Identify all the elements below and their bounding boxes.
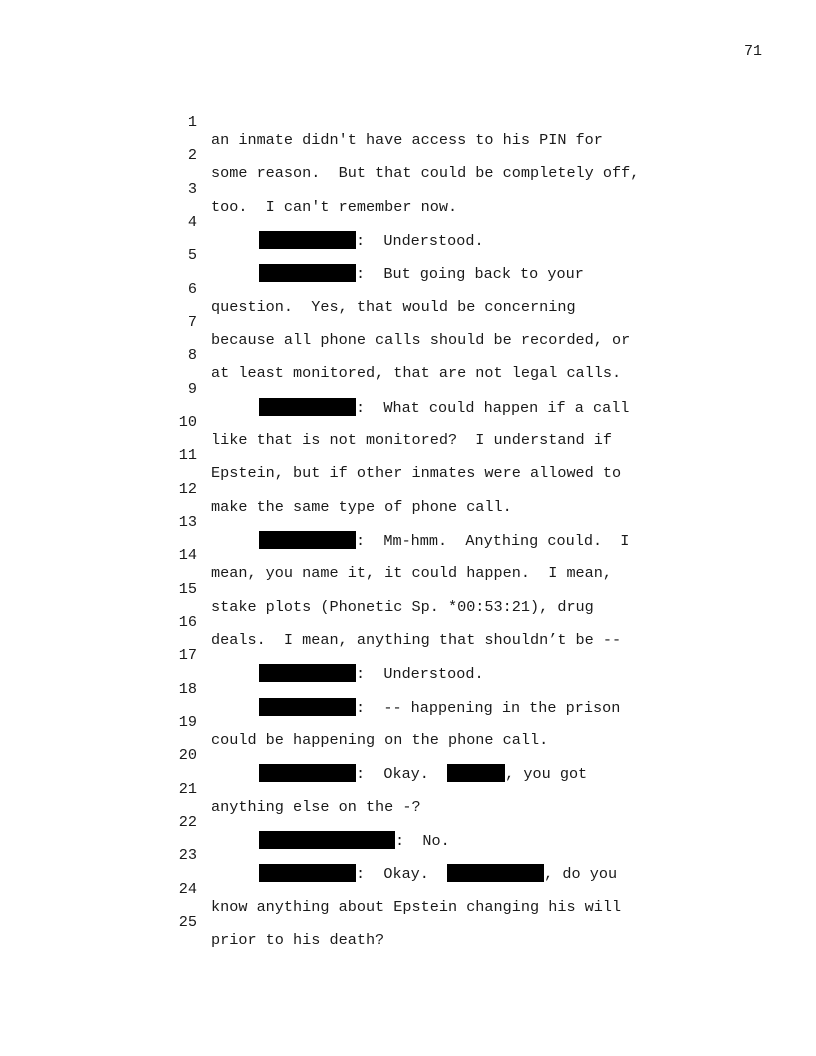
line-number: 21 — [178, 780, 197, 798]
line-text: anything else on the -? — [211, 798, 421, 816]
transcript-line — [0, 795, 816, 850]
transcript-line — [0, 895, 816, 949]
line-text: : But going back to your — [356, 265, 584, 283]
transcript-line — [0, 295, 816, 349]
line-number: 11 — [178, 446, 197, 464]
transcript-line — [0, 228, 816, 283]
transcript-line — [0, 95, 816, 149]
line-number: 7 — [187, 313, 197, 331]
transcript-line — [0, 695, 816, 749]
line-text: stake plots (Phonetic Sp. *00:53:21), drug — [211, 598, 594, 616]
transcript-line — [0, 595, 816, 649]
line-text: some reason. But that could be completely off, — [211, 164, 640, 182]
line-text: : No. — [395, 832, 450, 850]
line-text-after: , do you — [544, 865, 618, 883]
line-number: 6 — [187, 280, 197, 298]
line-text: : Mm-hmm. Anything could. I — [356, 532, 630, 550]
line-number: 8 — [187, 346, 197, 364]
line-text: : -- happening in the prison — [356, 699, 621, 717]
transcript-line — [0, 628, 816, 683]
line-number: 10 — [178, 413, 197, 431]
line-number: 9 — [187, 380, 197, 398]
line-text: : Understood. — [356, 232, 484, 250]
transcript-line — [0, 662, 816, 717]
line-text: at least monitored, that are not legal calls. — [211, 364, 622, 382]
transcript-line — [0, 828, 816, 883]
line-text: make the same type of phone call. — [211, 498, 512, 516]
transcript-line — [0, 562, 816, 616]
line-number: 12 — [178, 480, 197, 498]
transcript-line — [0, 728, 816, 783]
transcript-line — [0, 162, 816, 216]
line-number: 1 — [187, 113, 197, 131]
line-text: because all phone calls should be recorded, or — [211, 331, 631, 349]
line-number: 15 — [178, 580, 197, 598]
line-number: 18 — [178, 680, 197, 698]
transcript-line — [0, 495, 816, 550]
line-number: 20 — [178, 746, 197, 764]
line-text: : Understood. — [356, 665, 484, 683]
line-number: 24 — [178, 880, 197, 898]
line-number: 25 — [178, 913, 197, 931]
page-number: 71 — [744, 43, 763, 60]
transcript-line — [0, 195, 816, 250]
transcript-line — [0, 862, 816, 916]
line-number: 3 — [187, 180, 197, 198]
line-number: 16 — [178, 613, 197, 631]
line-text: : What could happen if a call — [356, 399, 630, 417]
line-text: deals. I mean, anything that shouldn’t be -- — [211, 631, 622, 649]
transcript-line — [0, 462, 816, 516]
transcript-line — [0, 262, 816, 316]
line-number: 17 — [178, 646, 197, 664]
line-text: mean, you name it, it could happen. I mean, — [211, 564, 613, 582]
line-number: 14 — [178, 546, 197, 564]
line-text: like that is not monitored? I understand if — [211, 431, 613, 449]
transcript-line — [0, 395, 816, 449]
transcript-line — [0, 762, 816, 816]
line-text: an inmate didn't have access to his PIN for — [211, 131, 603, 149]
line-text: could be happening on the phone call. — [211, 731, 549, 749]
line-number: 22 — [178, 813, 197, 831]
line-number: 23 — [178, 846, 197, 864]
line-number: 19 — [178, 713, 197, 731]
transcript-line — [0, 128, 816, 182]
transcript-line — [0, 362, 816, 417]
line-number: 4 — [187, 213, 197, 231]
transcript-line — [0, 428, 816, 482]
line-number: 13 — [178, 513, 197, 531]
line-text: know anything about Epstein changing his will — [211, 898, 622, 916]
line-text: : Okay. — [356, 865, 448, 883]
line-text: too. I can't remember now. — [211, 198, 458, 216]
line-text: Epstein, but if other inmates were allowed to — [211, 464, 622, 482]
line-number: 2 — [187, 146, 197, 164]
line-number: 5 — [187, 246, 197, 264]
transcript-line — [0, 328, 816, 382]
line-text: prior to his death? — [211, 931, 385, 949]
transcript-line — [0, 528, 816, 582]
line-text-after: , you got — [505, 765, 588, 783]
line-text: : Okay. — [356, 765, 448, 783]
line-text: question. Yes, that would be concerning — [211, 298, 576, 316]
